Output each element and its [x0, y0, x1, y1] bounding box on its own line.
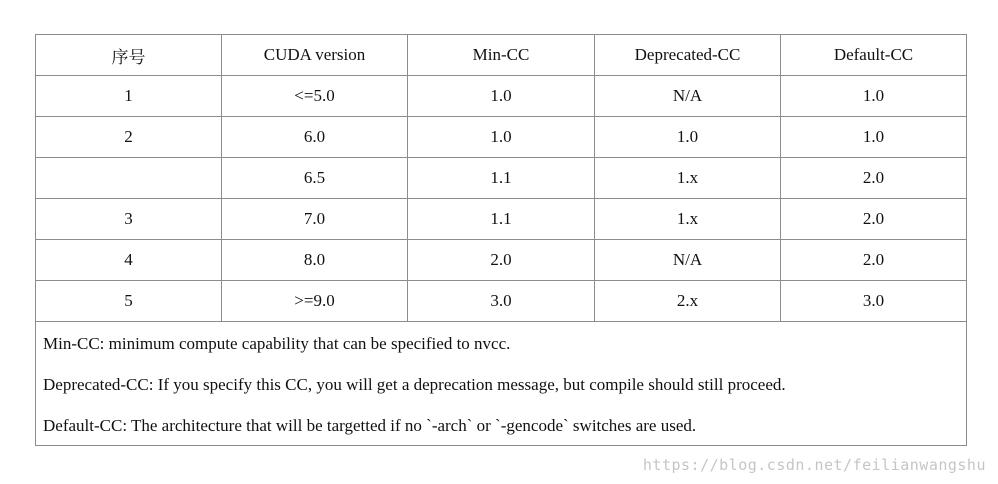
- table-row: [36, 240, 967, 281]
- cell-default-cc: 2.0: [781, 158, 967, 199]
- cell-min-cc: 3.0: [408, 281, 595, 322]
- table-row: [36, 117, 967, 158]
- header-cuda-version: CUDA version: [222, 35, 408, 76]
- cell-deprecated-cc: N/A: [595, 76, 781, 117]
- cell-min-cc: 1.0: [408, 76, 595, 117]
- table-row: [36, 281, 967, 322]
- cell-deprecated-cc: 2.x: [595, 281, 781, 322]
- note-min-cc: Min-CC: minimum compute capability that can be specified to nvcc.: [43, 334, 511, 353]
- cell-cuda-version: 6.5: [222, 158, 408, 199]
- header-min-cc: Min-CC: [408, 35, 595, 76]
- cell-default-cc: 1.0: [781, 76, 967, 117]
- cell-index: 5: [36, 281, 222, 322]
- cell-default-cc: 1.0: [781, 117, 967, 158]
- cell-min-cc: 1.1: [408, 199, 595, 240]
- table-row: [36, 199, 967, 240]
- cell-cuda-version: <=5.0: [222, 76, 408, 117]
- table-row: [36, 76, 967, 117]
- cell-deprecated-cc: 1.0: [595, 117, 781, 158]
- note-deprecated-cc: Deprecated-CC: If you specify this CC, you will get a deprecation message, but compile should still proceed.: [43, 375, 786, 394]
- note-default-cc: Default-CC: The architecture that will be targetted if no `-arch` or `-gencode` switches are used.: [43, 416, 697, 435]
- cell-cuda-version: 8.0: [222, 240, 408, 281]
- cell-index: 3: [36, 199, 222, 240]
- cell-cuda-version: 7.0: [222, 199, 408, 240]
- watermark: https://blog.csdn.net/feilianwangshu: [642, 456, 986, 474]
- cell-index: 2: [36, 117, 222, 158]
- cell-deprecated-cc: N/A: [595, 240, 781, 281]
- cell-cuda-version: 6.0: [222, 117, 408, 158]
- table-header-row: [36, 35, 967, 76]
- cell-index: [36, 158, 222, 199]
- notes-cell: [36, 322, 967, 446]
- cell-deprecated-cc: 1.x: [595, 199, 781, 240]
- cell-min-cc: 1.0: [408, 117, 595, 158]
- cell-default-cc: 3.0: [781, 281, 967, 322]
- cell-default-cc: 2.0: [781, 199, 967, 240]
- notes-row: [36, 322, 967, 446]
- cell-cuda-version: >=9.0: [222, 281, 408, 322]
- header-default-cc: Default-CC: [781, 35, 967, 76]
- cell-default-cc: 2.0: [781, 240, 967, 281]
- header-deprecated-cc: Deprecated-CC: [595, 35, 781, 76]
- cell-min-cc: 1.1: [408, 158, 595, 199]
- cell-min-cc: 2.0: [408, 240, 595, 281]
- header-index: 序号: [36, 35, 222, 76]
- cell-deprecated-cc: 1.x: [595, 158, 781, 199]
- cell-index: 1: [36, 76, 222, 117]
- table-row: [36, 158, 967, 199]
- cuda-cc-table: [35, 34, 967, 446]
- cell-index: 4: [36, 240, 222, 281]
